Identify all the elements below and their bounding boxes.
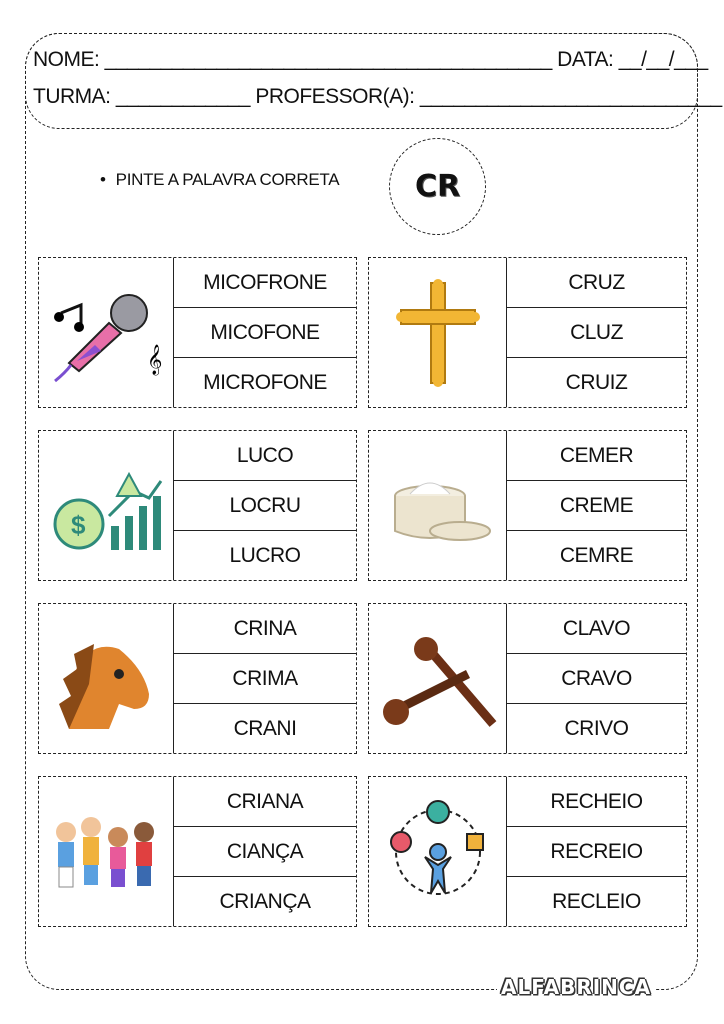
microphone-icon — [39, 258, 174, 407]
exercise-card-profit — [38, 430, 357, 581]
recess-juggler-icon — [369, 777, 507, 926]
word-option[interactable]: CLAVO — [507, 604, 686, 654]
clove-icon — [369, 604, 507, 753]
word-option[interactable]: RECLEIO — [552, 889, 641, 913]
word-option[interactable]: CLUZ — [507, 308, 686, 358]
word-option[interactable]: RECREIO — [507, 827, 686, 877]
word-option[interactable]: CRIVO — [564, 716, 629, 740]
word-option[interactable]: LUCO — [174, 431, 356, 481]
children-icon — [39, 777, 174, 926]
word-option[interactable]: LUCRO — [229, 543, 301, 567]
money-growth-icon — [39, 431, 174, 580]
word-option[interactable]: CIANÇA — [174, 827, 356, 877]
word-option[interactable]: CRAVO — [507, 654, 686, 704]
word-option[interactable]: CREME — [507, 481, 686, 531]
instruction: • PINTE A PALAVRA CORRETA — [100, 170, 339, 190]
alfabrinca-logo: ALFABRINCA — [497, 975, 655, 999]
word-option[interactable]: CRIANÇA — [219, 889, 311, 913]
name-date-line[interactable]: NOME: ________________________________________ DATA: __/__/___ — [33, 48, 708, 71]
word-option[interactable]: CRINA — [174, 604, 356, 654]
word-option[interactable]: MICOFONE — [174, 308, 356, 358]
word-option[interactable]: MICOFRONE — [174, 258, 356, 308]
syllable-badge: CR — [389, 138, 486, 235]
exercise-card-clove — [368, 603, 687, 754]
word-option[interactable]: CRIMA — [174, 654, 356, 704]
exercise-card-microphone — [38, 257, 357, 408]
word-option[interactable]: CRUZ — [507, 258, 686, 308]
horse-icon — [39, 604, 174, 753]
word-option[interactable]: MICROFONE — [203, 370, 327, 394]
word-option[interactable]: CRIANA — [174, 777, 356, 827]
exercise-card-recess — [368, 776, 687, 927]
word-option[interactable]: LOCRU — [174, 481, 356, 531]
exercise-card-cross — [368, 257, 687, 408]
exercise-card-children — [38, 776, 357, 927]
svg-text:𝄞: 𝄞 — [146, 343, 162, 374]
word-option[interactable]: CEMRE — [559, 543, 634, 567]
svg-text:$: $ — [70, 509, 85, 540]
cross-icon — [369, 258, 507, 407]
exercise-card-horse — [38, 603, 357, 754]
word-option[interactable]: CRUIZ — [565, 370, 628, 394]
word-option[interactable]: CRANI — [233, 716, 297, 740]
student-info-header — [25, 33, 722, 129]
cream-jar-icon — [369, 431, 507, 580]
exercise-card-cream — [368, 430, 687, 581]
class-teacher-line[interactable]: TURMA: ____________ PROFESSOR(A): ___________________________ — [33, 85, 722, 108]
word-option[interactable]: RECHEIO — [507, 777, 686, 827]
word-option[interactable]: CEMER — [507, 431, 686, 481]
